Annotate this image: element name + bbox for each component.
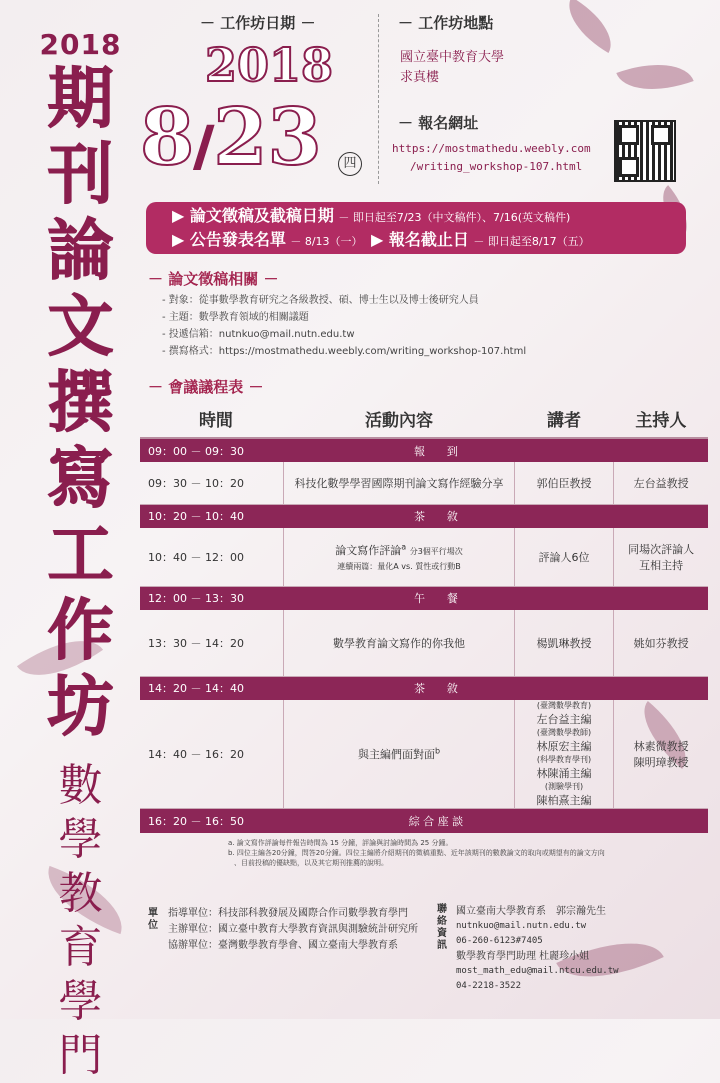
table-row: 13：30 － 14：20 數學教育論文寫作的你我他 楊凱琳教授 姚如芬教授 bbox=[140, 610, 708, 676]
title-sub: 數 學 教 育 學 門 bbox=[58, 760, 103, 1081]
leaf-decoration bbox=[616, 49, 693, 105]
agenda-head: － 會議議程表 － bbox=[148, 378, 264, 396]
table-row: 09：30 － 10：20 科技化數學學習國際期刊論文寫作經驗分享 郭伯臣教授 左台益教授 bbox=[140, 462, 708, 504]
table-row: 12：00 － 13：30 午 餐 bbox=[140, 586, 708, 610]
venue-text: 國立臺中教育大學 求真樓 bbox=[400, 50, 505, 85]
contact-list: 國立臺南大學教育系 郭宗瀚先生 nutnkuo@mail.nutn.edu.tw 06-260-6123#7405 數學教育學門助理 杜麗珍小姐 most_math_edu@mail.ntcu.edu.tw 04-2218-3522 bbox=[456, 906, 619, 991]
table-row: 16：20 － 16：50 綜 合 座 談 bbox=[140, 809, 708, 833]
agenda-table bbox=[140, 400, 708, 833]
units-label: 單位 bbox=[148, 908, 158, 931]
signup-label: － 報名網址 bbox=[398, 114, 479, 132]
footnotes: a. 論文寫作評論每件報告時間為 15 分鐘，評論與討論時間為 25 分鐘。 b. 四位主編各20分鐘，問答20分鐘。四位主編將介紹期刊的徵稿重點、近年該期刊的數教論文的取向或期望有的論文方向 、目前投稿的優缺點，以及其它期刊推薦的說明。 bbox=[228, 839, 605, 867]
table-header: 時間 活動內容 講者 主持人 bbox=[140, 400, 708, 438]
date-year: 2018 bbox=[205, 38, 334, 92]
call-head: － 論文徵稿相關 － bbox=[148, 270, 279, 288]
leaf-decoration bbox=[557, 0, 624, 53]
call-list: - 對象：從事數學教育研究之各級教授、碩、博士生以及博士後研究人員 - 主題：數學教育領域的相關議題 - 投遞信箱：nutnkuo@mail.nutn.edu.tw - 撰寫格式：https://mostmathedu.weebly.com/writing_workshop-107.html bbox=[162, 295, 527, 357]
table-row: 14：20 － 14：40 茶 敘 bbox=[140, 676, 708, 700]
qr-code[interactable] bbox=[614, 120, 676, 182]
title-year: 2018 bbox=[39, 28, 122, 61]
table-row: 14：40 － 16：20 與主編們面對面$^b$ (臺灣數學教育) 左台益主編 (臺灣數學教師) 林原宏主編 (科學教育學刊) 林陳涌主編 (測驗學刊) 陳柏熹主編 林素微教授 陳明璋教授 bbox=[140, 700, 708, 809]
date-label: － 工作坊日期 － bbox=[200, 14, 316, 32]
deadline-banner: ▶ 論文徵稿及截稿日期 － 即日起至7/23（中文稿件）、7/16(英文稿件) ▶ 公告發表名單 － 8/13（一） ▶ 報名截止日 － 即日起至8/17（五） bbox=[146, 202, 686, 254]
contact-label: 聯絡資訊 bbox=[437, 904, 447, 951]
signup-url[interactable]: https://mostmathedu.weebly.com /writing_workshop-107.html bbox=[392, 142, 591, 173]
table-row: 10：40 － 12：00 論文寫作評論$^a$ 分3個平行場次 連續兩篇：量化A vs. 質性或行動B 評論人6位 同場次評論人 互相主持 bbox=[140, 528, 708, 586]
vertical-title bbox=[18, 28, 143, 1083]
divider bbox=[378, 14, 379, 184]
date-day: 8/23 bbox=[140, 92, 322, 183]
table-row: 09：00 － 09：30 報 到 bbox=[140, 438, 708, 462]
units-list: 指導單位：科技部科教發展及國際合作司數學教育學門 主辦單位：國立臺中教育大學教育資訊與測驗統計研究所 協辦單位：臺灣數學教育學會、國立臺南大學教育系 bbox=[168, 908, 418, 951]
weekday-badge: 四 bbox=[338, 152, 362, 176]
title-main: 期 刊 論 文 撰 寫 工 作 坊 bbox=[47, 60, 114, 745]
table-row: 10：20 － 10：40 茶 敘 bbox=[140, 504, 708, 528]
venue-label: － 工作坊地點 bbox=[398, 14, 494, 32]
